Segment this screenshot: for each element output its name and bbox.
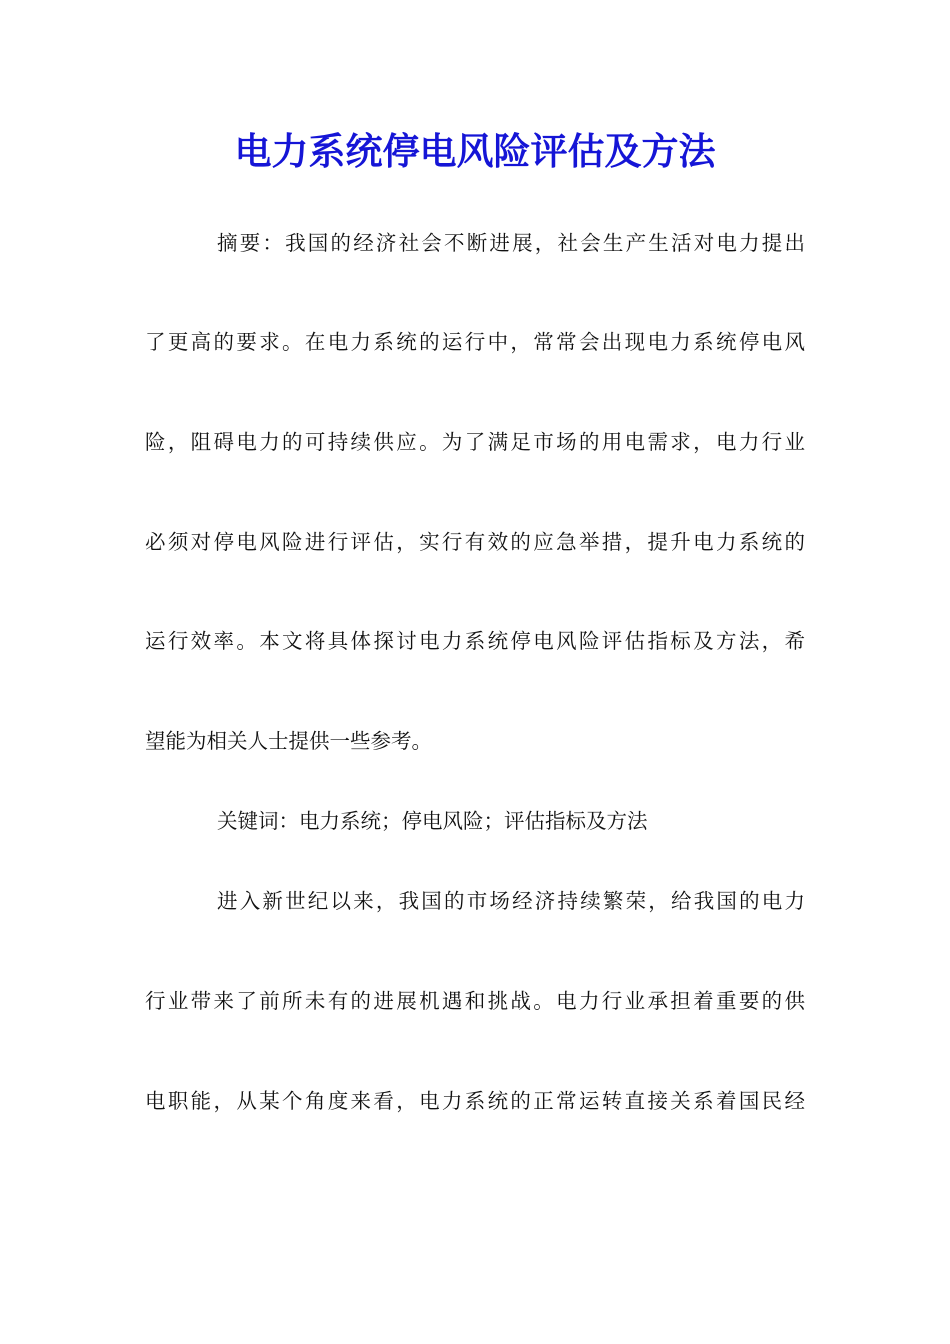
abstract-line-5: 运行效率。本文将具体探讨电力系统停电风险评估指标及方法，希 [145, 629, 805, 653]
body-line-3: 电职能，从某个角度来看，电力系统的正常运转直接关系着国民经 [145, 1089, 805, 1113]
document-title: 电力系统停电风险评估及方法 [234, 129, 716, 173]
abstract-line-3: 险，阻碍电力的可持续供应。为了满足市场的用电需求，电力行业 [145, 430, 805, 454]
body-line-1: 进入新世纪以来，我国的市场经济持续繁荣，给我国的电力 [217, 889, 805, 913]
abstract-line-2: 了更高的要求。在电力系统的运行中，常常会出现电力系统停电风 [145, 330, 805, 354]
abstract-line-4: 必须对停电风险进行评估，实行有效的应急举措，提升电力系统的 [145, 530, 805, 554]
abstract-line-6: 望能为相关人士提供一些参考。 [145, 729, 432, 753]
body-line-2: 行业带来了前所未有的进展机遇和挑战。电力行业承担着重要的供 [145, 989, 805, 1013]
abstract-line-1: 摘要：我国的经济社会不断进展，社会生产生活对电力提出 [217, 231, 805, 255]
keywords-line: 关键词：电力系统；停电风险；评估指标及方法 [217, 809, 648, 833]
